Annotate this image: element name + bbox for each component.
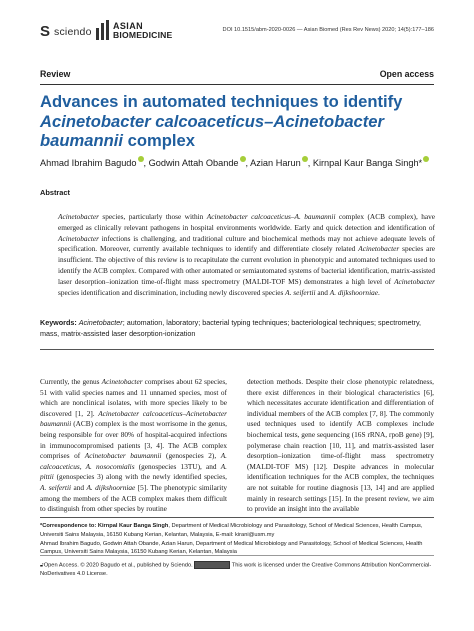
abstract-italic: Acinetobacter [58, 212, 99, 221]
article-type-label: Review [40, 69, 71, 79]
correspondence-footnote [40, 522, 435, 557]
body-text-run: (genospecies 2), [161, 451, 221, 461]
journal-logo-icon [96, 20, 110, 40]
body-italic: A. seifertii [40, 482, 72, 492]
body-italic: A. dijkshoorniae [86, 482, 136, 492]
abstract-italic: Acinetobacter [394, 276, 435, 286]
license-text-b: This work is licensed under the Creative Commons Attribution NonCommercial-NoDerivatives 4.0 License. [40, 562, 432, 578]
sciendo-logo [40, 25, 92, 39]
footnote-divider [40, 517, 434, 518]
body-italic: Acinetobacter [101, 377, 143, 386]
author-name[interactable]: Ahmad Ibrahim Bagudo [40, 158, 137, 169]
orcid-icon[interactable] [423, 156, 429, 162]
abstract-italic: A. dijkshoorniae [329, 287, 378, 297]
logo-word-biomedicine: BIOMEDICINE [113, 30, 173, 40]
license-divider [40, 555, 434, 556]
abstract-text-run: species identification and discrimination, including newly discovered species [58, 287, 286, 297]
title-line-2: Acinetobacter calcoaceticus–Acinetobacter [40, 111, 384, 131]
title-line-3-rest: complex [122, 131, 195, 150]
orcid-icon[interactable] [240, 156, 246, 162]
author-name[interactable]: Azian Harun [250, 158, 301, 169]
body-text-run: comprises about 62 species, 51 with valid species names and 11 unnamed species, most of which are nonclinical isolates, with more species likely to be discovered [1, 2]. [40, 377, 227, 418]
open-access-label: Open access [379, 69, 434, 79]
license-footnote [40, 561, 435, 579]
abstract-italic: Acinetobacter [358, 244, 400, 254]
abstract-text-run: and [315, 287, 330, 297]
license-text-a: Open Access. © 2020 Bagudo et al., published by Sciendo. [43, 562, 193, 569]
abstract-text-run: species are insufficient. The objective of this review is to recapitulate the current evolution in phenotypic and automated techniques used to identify the ACB complex. Compared with other automated or semiautomated systems of bacterial identification, matrix-assisted laser desorption–ionization time-of-flight mass spectrometry (MALDI-TOF MS) demonstrates a high level of [58, 244, 435, 286]
author-list: Ahmad Ibrahim Bagudo , Godwin Attah Obande , Azian Harun , Kirnpal Kaur Banga Singh* [40, 156, 440, 169]
body-text-run: (genospecies 13TU), and [134, 461, 221, 471]
abstract-italic: A. seifertii [285, 287, 316, 297]
article-title [40, 92, 434, 151]
correspondence-text: , Department of Medical Microbiology and Parasitology, School of Medical Sciences, Health Campus, Universiti Sains Malaysia, 16150 Kubang Kerian, Kelantan, Malaysia, E-mail: kirani@usm.my [40, 523, 423, 538]
header-divider [40, 84, 434, 85]
title-italic-species: baumannii [40, 131, 123, 150]
title-line-3 [40, 131, 434, 151]
correspondence-name: Kirnpal Kaur Banga Singh [97, 523, 169, 529]
abstract-text-run: complex (ACB complex), have emerged as clinically relevant pathogens in hospital environments worldwide. Early and quick detection and identification of [58, 212, 435, 232]
abstract-italic: Acinetobacter calcoaceticus–A. baumannii [206, 212, 336, 221]
body-text-run: [5]. The phenotypic similarity among the members of the ACB complex makes them difficult to distinguish from other species by routine [40, 482, 227, 514]
body-text-run: Currently, the genus [40, 377, 102, 386]
body-italic: A. pittii [40, 461, 227, 482]
author-name[interactable]: Kirnpal Kaur Banga Singh* [312, 158, 423, 169]
orcid-icon[interactable] [302, 156, 308, 162]
body-italic: Acinetobacter baumannii [84, 451, 162, 461]
correspondence-label: *Correspondence to: [40, 523, 98, 529]
body-column-left [40, 377, 227, 515]
logo-word-asian: ASIAN [113, 21, 144, 31]
sciendo-wordmark: sciendo [54, 26, 92, 38]
author-name[interactable]: Godwin Attah Obande [148, 158, 239, 169]
body-column-right: detection methods. Despite their close phenotypic relatedness, there exist differences in their biological characteristics [6], which necessitates accurate identification and differentiation of individual members of the ACB complex [7, 8]. The commonly used techniques used to identify ACB complexes include biochemical tests, gene sequencing (16S rRNA, rpoB gene) [9], polymerase chain reaction [10, 11], and matrix-assisted laser desorption–ionization time-of-flight mass spectrometry (MALDI-TOF MS) [12]. Despite advances in molecular identification techniques for the ACB complex, the techniques are not suitable for routine diagnosis [13, 14] and are applied mainly in research settings [15]. In the present review, we aim to provide an insight into the available [247, 377, 434, 514]
abstract-text-run: . [378, 287, 380, 297]
body-italic: A. calcoaceticus, A. nosocomialis [40, 451, 227, 471]
orcid-icon[interactable] [138, 156, 144, 162]
title-line-1: Advances in automated techniques to identify [40, 92, 403, 111]
abstract-heading: Abstract [40, 188, 70, 197]
keywords [40, 318, 435, 340]
keyword-italic: Acinetobacter [78, 318, 123, 327]
body-text-run: (ACB) complex is the most worrisome in the genus, being responsible for over 80% of hospital-acquired infections in immunocompromised patients [3, 4]. The ACB complex comprises of [40, 419, 227, 461]
abstract-body [58, 212, 435, 298]
keywords-label: Keywords: [40, 318, 77, 327]
cc-license-badge-icon[interactable] [194, 561, 230, 569]
doi-citation-line[interactable]: DOI 10.1515/abm-2020-0026 — Asian Biomed (Res Rev News) 2020; 14(5):177–186 [222, 27, 434, 33]
body-italic: Acinetobacter calcoaceticus–Acinetobacter baumannii [40, 408, 227, 429]
affiliation-text: Ahmad Ibrahim Bagudo, Godwin Attah Obande, Azian Harun, Department of Medical Microbiology and Parasitology, School of Medical Sciences, Health Campus, Universiti Sains Malaysia, 16150 Kubang Kerian, Kelantan, Malaysia [40, 540, 423, 556]
asian-biomedicine-logo [96, 19, 180, 41]
abstract-italic: Acinetobacter [58, 233, 99, 243]
open-access-icon: 🔓︎ [40, 562, 44, 569]
body-text-run: (genospecies 3) along with the newly identified species, [53, 472, 227, 482]
keywords-divider [40, 349, 434, 350]
sciendo-s-icon: S [40, 23, 51, 40]
keywords-list: ; automation, laboratory; bacterial typing techniques; bacteriological techniques; spectrometry, mass, matrix-assisted laser desorption-ionization [40, 318, 422, 338]
abstract-text-run: species, particularly those within [98, 212, 207, 221]
body-text-run: and [71, 482, 87, 492]
abstract-text-run: infections is challenging, and traditional culture and biochemical methods may not achieve adequate levels of specification. Moreover, currently available techniques to identify and differentiate closely related [58, 233, 435, 254]
